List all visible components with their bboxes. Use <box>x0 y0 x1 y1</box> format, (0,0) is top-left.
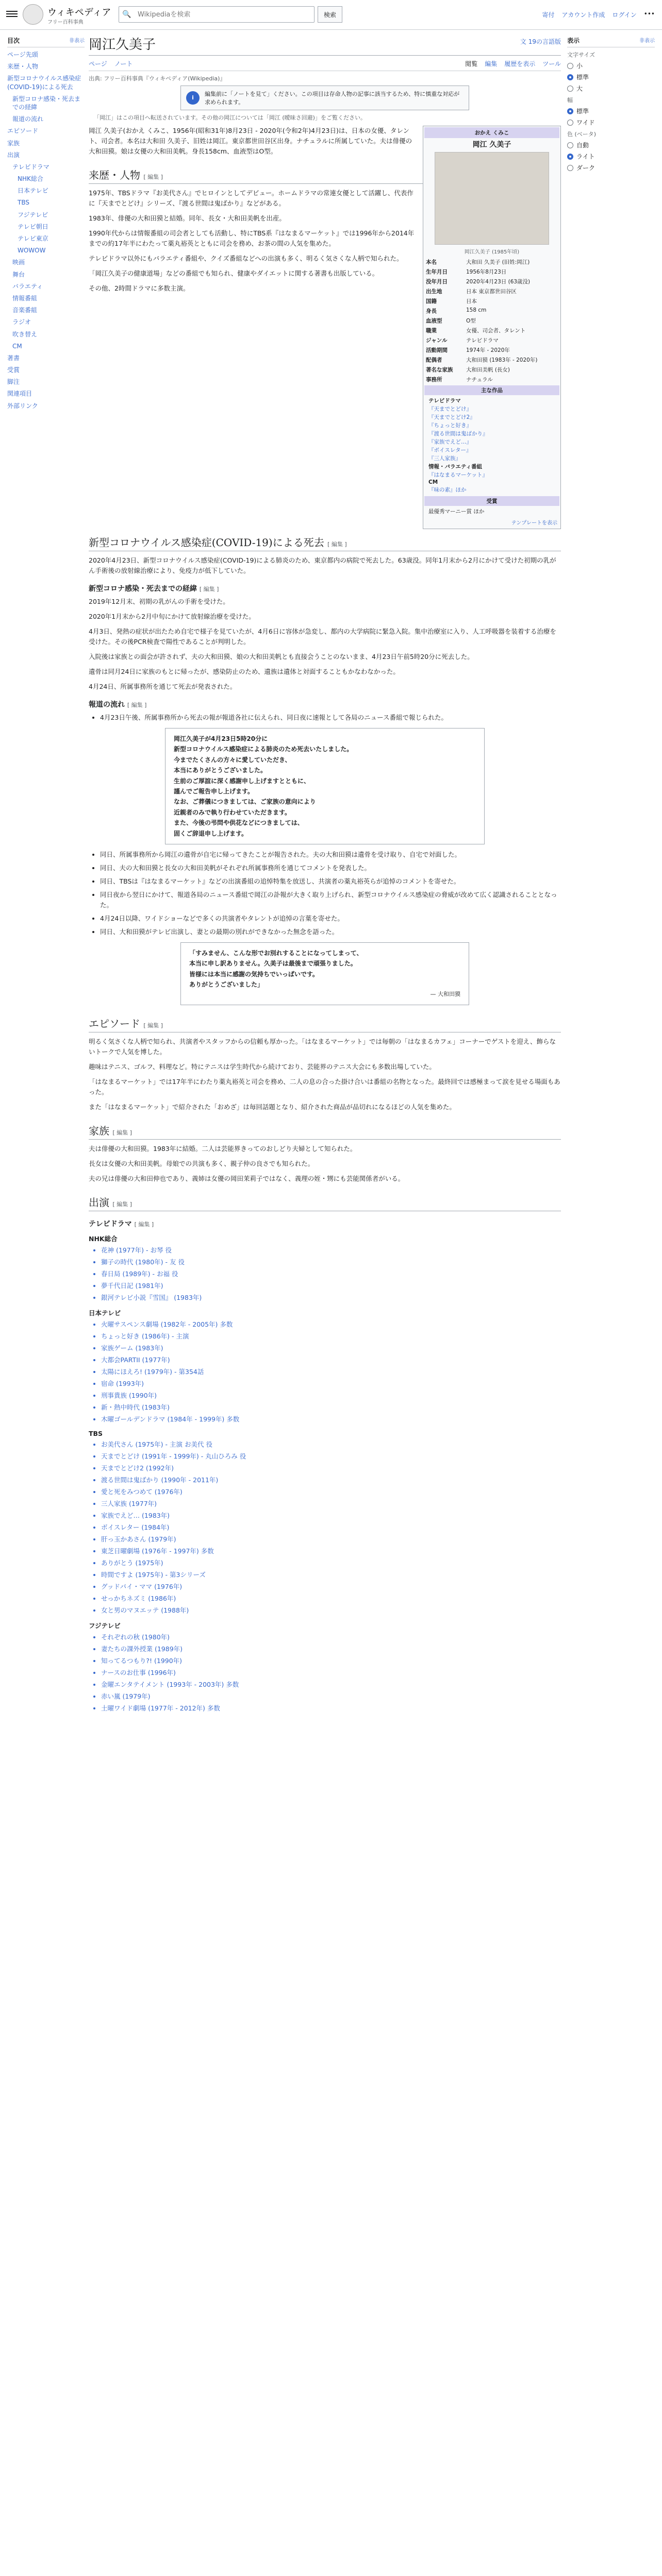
donate-link[interactable]: 寄付 <box>542 11 555 19</box>
award-list <box>424 506 559 517</box>
works-list <box>424 395 559 495</box>
infobox-row <box>424 286 559 296</box>
network-list <box>101 1245 561 1303</box>
toc-item[interactable]: CM <box>12 342 22 350</box>
infobox-key: 国籍 <box>426 298 437 304</box>
appearance-header <box>567 36 655 47</box>
toc-item[interactable]: 脚注 <box>7 378 20 386</box>
text-size-options <box>567 61 655 93</box>
infobox-kana: おかえ くみこ <box>424 127 559 138</box>
episode-paragraph: 趣味はテニス、ゴルフ、料理など。特にテニスは学生時代から続けており、芸能界のテニス大会にも多数出場していた。 <box>89 1063 436 1071</box>
tab-history[interactable]: 履歴を表示 <box>504 60 536 67</box>
appearance-title: 表示 <box>567 37 580 44</box>
toc-item[interactable]: エピソード <box>7 127 39 135</box>
filmography-item[interactable]: • 宿命 (1993年) <box>101 1379 561 1389</box>
toc-item[interactable]: 来歴・人物 <box>7 63 39 71</box>
hatnote: 「岡江」はこの項目へ転送されています。その他の岡江については「岡江 (曖昧さ回避)」をご覧ください。 <box>94 114 366 121</box>
radio-icon[interactable] <box>567 142 573 148</box>
toc-item[interactable]: 外部リンク <box>7 402 38 410</box>
filmography-item[interactable]: • お美代さん (1975年) - 主演 お美代 役 <box>101 1439 561 1450</box>
family-paragraph: 長女は女優の大和田美帆。母娘での共演も多く、親子仲の良さでも知られた。 <box>89 1160 315 1168</box>
page-title <box>89 34 561 56</box>
cm-item[interactable]: 『味の素』ほか <box>428 487 467 493</box>
filmography-item[interactable]: • 肝っ玉かあさん (1979年) <box>101 1534 561 1545</box>
filmography-item[interactable]: • 時間ですよ (1975年) - 第3シリーズ <box>101 1570 561 1580</box>
news-item: • 同日、夫の大和田獏と長女の大和田美帆がそれぞれ所属事務所を通じてコメントを発表した。 <box>100 863 561 873</box>
infobox-table <box>424 257 559 384</box>
filmography-item[interactable]: • それぞれの秋 (1980年) <box>101 1632 561 1642</box>
notice-text: 編集前に「ノートを見て」ください。この項目は存命人物の記事に該当するため、特に慎重な対応が求められます。 <box>205 91 460 106</box>
login-link[interactable]: ログイン <box>612 11 637 19</box>
color-options <box>567 141 655 172</box>
edit-section-link[interactable]: [ 編集 ] <box>143 1022 163 1029</box>
radio-icon[interactable] <box>567 108 573 114</box>
infobox-value: 1956年8月23日 <box>466 269 507 275</box>
infobox-value: ナチュラル <box>466 377 493 383</box>
tab-talk[interactable]: ノート <box>114 60 133 67</box>
infobox-row <box>424 326 559 335</box>
create-account-link[interactable]: アカウント作成 <box>561 11 605 19</box>
subsection-tvdrama-heading <box>89 1218 561 1229</box>
quote-line: 今までたくさんの方々に愛していただき、 <box>174 756 291 764</box>
works-item[interactable]: 『ボイスレター』 <box>428 447 472 453</box>
tab-read[interactable]: 閲覧 <box>465 60 478 67</box>
subsection-title: 新型コロナ感染・死去までの経緯 <box>89 585 197 593</box>
episode-paragraph: 「はなまるマーケット」では17年半にわたり薬丸裕英と司会を務め、二人の息の合った掛け合いは番組の名物となった。最終回では感極まって涙を見せる場面もあった。 <box>89 1078 560 1096</box>
infobox-key: 事務所 <box>426 377 442 383</box>
color-label: 色 (ベータ) <box>567 131 597 138</box>
news-list <box>100 850 561 937</box>
works-item[interactable]: 『ちょっと好き』 <box>428 422 472 429</box>
filmography-item[interactable]: • 獅子の時代 (1980年) - 友 役 <box>101 1257 561 1267</box>
works-item[interactable]: 『天までとどけ2』 <box>428 414 475 420</box>
edit-section-link[interactable]: [ 編集 ] <box>112 1129 132 1137</box>
radio-icon[interactable] <box>567 63 573 69</box>
news-intro-item: • 4月23日午後、所属事務所から死去の報が報道各社に伝えられ、同日夜に速報として各局のニュース番組で報じられた。 <box>100 713 561 723</box>
infobox-row <box>424 345 559 355</box>
filmography-item[interactable]: • 渡る世間は鬼ばかり (1990年 - 2011年) <box>101 1475 561 1485</box>
filmography-item[interactable]: • 太陽にほえろ! (1979年) - 第354話 <box>101 1367 561 1377</box>
wikipedia-logo-icon[interactable] <box>23 4 43 25</box>
table-of-contents <box>7 36 85 414</box>
works-tv-items <box>428 405 555 462</box>
toc-item[interactable]: 情報番組 <box>12 294 38 302</box>
quote-line: 「すみません、こんな形でお別れすることになってしまって、 <box>189 949 363 957</box>
network-list <box>101 1319 561 1425</box>
agency-statement-quote <box>165 728 485 844</box>
covid-paragraph: 2020年4月23日、新型コロナウイルス感染症(COVID-19)による肺炎のため、東京都内の病院で死去した。63歳没。同年1月末から2月にかけて受けた初期の乳がん手術後の放射線治療により、免疫力が低下していた。 <box>89 556 556 574</box>
works-cm-label: CM <box>428 479 438 485</box>
news-item: • 同日夜から翌日にかけて、報道各局のニュース番組で岡江の訃報が大きく取り上げられ、新型コロナウイルス感染症の脅威が改めて広く認識されることとなった。 <box>100 890 561 910</box>
filmography-item[interactable]: • 愛と死をみつめて (1976年) <box>101 1487 561 1497</box>
infobox-row <box>424 355 559 365</box>
toc-item[interactable]: ページ先頭 <box>7 51 38 58</box>
course-paragraph: 4月3日、発熱の症状が出たため自宅で様子を見ていたが、4月6日に容体が急変し、都内の大学病院に緊急入院。集中治療室に入り、人工呼吸器を装着する治療を受けた。その後PCR検査で陽性であることが判明した。 <box>89 628 556 646</box>
filmography-item[interactable]: • 天までとどけ2 (1992年) <box>101 1463 561 1473</box>
career-paragraph: その他、2時間ドラマに多数主演。 <box>89 284 190 292</box>
section-title: 出演 <box>89 1196 109 1209</box>
toc-item[interactable]: 新型コロナ感染・死去までの経緯 <box>12 95 81 111</box>
toc-item[interactable]: 新型コロナウイルス感染症(COVID-19)による死去 <box>7 75 81 91</box>
toc-item[interactable]: NHK総合 <box>18 175 43 183</box>
episodes-section <box>89 1037 561 1112</box>
filmography-item[interactable]: • せっかちネズミ (1986年) <box>101 1594 561 1604</box>
course-paragraph: 4月24日、所属事務所を通じて死去が発表された。 <box>89 683 237 690</box>
toc-item[interactable]: 家族 <box>7 139 20 147</box>
section-title: 来歴・人物 <box>89 169 140 181</box>
section-filmography-heading <box>89 1194 561 1211</box>
infobox-row <box>424 257 559 267</box>
toc-item[interactable]: バラエティ <box>12 282 43 290</box>
color-option-label: 自動 <box>576 142 589 149</box>
intro-paragraph: 岡江 久美子(おかえ くみこ、1956年(昭和31年)8月23日 - 2020年(令和2年)4月23日)は、日本の女優、タレント、司会者。本名は大和田 久美子、旧姓は岡江。東京都世田谷区出身。ナチュラルに所属していた。夫は俳優の大和田獏。娘は女優の大和田美帆。身長158cm、血液型はO型。 <box>89 127 412 155</box>
infobox-value: 大和田美帆 (長女) <box>466 367 510 373</box>
filmography-item[interactable]: • 家族でえど… (1983年) <box>101 1511 561 1521</box>
subsection-title: 報道の流れ <box>89 701 125 709</box>
filmography-item[interactable]: • 家族ゲーム (1983年) <box>101 1343 561 1353</box>
network-heading: NHK総合 <box>89 1235 118 1243</box>
radio-icon[interactable] <box>567 165 573 171</box>
subsection-news-heading <box>89 699 561 709</box>
works-item[interactable]: 『渡る世間は鬼ばかり』 <box>428 431 488 437</box>
section-episodes-heading <box>89 1015 561 1032</box>
portrait-image[interactable] <box>435 152 549 245</box>
infobox-value: 大和田 久美子 (旧姓:岡江) <box>466 259 530 265</box>
toc-item[interactable]: 音楽番組 <box>12 307 38 314</box>
toc-item[interactable]: 吹き替え <box>12 330 38 338</box>
toc-item[interactable]: 日本テレビ <box>18 187 48 195</box>
logo-tagline: フリー百科事典 <box>47 20 84 25</box>
career-paragraph: 1990年代からは情報番組の司会者としても活動し、特にTBS系『はなまるマーケット』では1996年から2014年までの約17年半にわたって薬丸裕英とともに司会を務め、お茶の間の人気を集めた。 <box>89 229 415 247</box>
appearance-panel <box>567 36 655 175</box>
width-option[interactable] <box>567 118 655 127</box>
text-size-option[interactable] <box>567 73 655 81</box>
news-item: • 4月24日以降、ワイドショーなどで多くの共演者やタレントが追悼の言葉を寄せた。 <box>100 913 561 924</box>
infobox-row <box>424 316 559 326</box>
radio-icon[interactable] <box>567 120 573 126</box>
infobox-key: 出生地 <box>426 289 442 295</box>
infobox-row <box>424 277 559 286</box>
course-paragraph: 2020年1月末から2月中旬にかけて放射線治療を受けた。 <box>89 613 255 620</box>
episode-paragraph: 明るく気さくな人柄で知られ、共演者やスタッフからの信頼も厚かった。「はなまるマーケット」では毎朝の「はなまるカフェ」コーナーでゲストを迎え、飾らないトークで人気を博した。 <box>89 1038 556 1056</box>
page-tabs <box>89 56 561 71</box>
infobox-key: 生年月日 <box>426 269 448 275</box>
filmography-item[interactable]: • 新・熱中時代 (1983年) <box>101 1402 561 1413</box>
width-options <box>567 107 655 127</box>
quote-line: 皆様には本当に感謝の気持ちでいっぱいです。 <box>189 970 319 978</box>
section-covid-heading <box>89 534 561 551</box>
infobox-value: 1974年 - 2020年 <box>466 347 510 353</box>
width-option-label: 標準 <box>576 108 589 115</box>
husband-quote <box>180 942 469 1005</box>
subsection-course-heading <box>89 583 561 594</box>
network-list <box>101 1632 561 1714</box>
edit-section-link[interactable]: [ 編集 ] <box>327 541 347 548</box>
toc-item[interactable]: 著書 <box>7 354 20 362</box>
infobox-key: 著名な家族 <box>426 367 453 373</box>
filmography-item[interactable]: • 大都会PARTII (1977年) <box>101 1355 561 1365</box>
main-menu-button[interactable] <box>6 9 18 19</box>
radio-icon[interactable] <box>567 86 573 92</box>
edit-section-link[interactable]: [ 編集 ] <box>199 586 219 592</box>
tab-edit[interactable]: 編集 <box>485 60 498 67</box>
infobox-key: ジャンル <box>426 337 448 344</box>
works-header: 主な作品 <box>424 385 559 395</box>
course-paragraph: 遺骨は同月24日に家族のもとに帰ったが、感染防止のため、遺族は遺体と対面することもかなわなかった。 <box>89 668 400 675</box>
text-size-option[interactable] <box>567 84 655 93</box>
toc-item[interactable]: WOWOW <box>18 247 46 255</box>
filmography-item[interactable]: • 花神 (1977年) - お琴 役 <box>101 1245 561 1256</box>
section-title: エピソード <box>89 1018 140 1030</box>
infobox-value: 158 cm <box>466 307 487 313</box>
infobox-name: 岡江 久美子 <box>472 141 511 149</box>
personal-tools <box>542 10 655 19</box>
toc-item[interactable]: 報道の流れ <box>12 115 44 123</box>
quote-line: 本当にありがとうございました。 <box>174 767 267 774</box>
toc-item[interactable]: テレビドラマ <box>12 163 49 171</box>
text-size-option[interactable] <box>567 61 655 70</box>
toc-item[interactable]: 舞台 <box>12 270 25 278</box>
variety-item[interactable]: 『はなまるマーケット』 <box>428 472 488 478</box>
text-size-option-label: 大 <box>576 85 583 92</box>
career-paragraph: テレビドラマ以外にもバラエティ番組や、クイズ番組などへの出演も多く、明るく気さくな人柄で知られた。 <box>89 255 403 262</box>
language-button[interactable]: 文 19の言語版 <box>520 38 561 45</box>
search-input[interactable] <box>135 11 314 19</box>
career-paragraph: 1975年、TBSドラマ『お美代さん』でヒロインとしてデビュー。ホームドラマの常連女優として活躍し、代表作に『天までとどけ』シリーズ、『渡る世間は鬼ばかり』などがある。 <box>89 189 413 207</box>
filmography-item[interactable]: • 知ってるつもり?! (1990年) <box>101 1656 561 1666</box>
section-title: 家族 <box>89 1125 109 1138</box>
color-option[interactable] <box>567 152 655 161</box>
works-item[interactable]: 『天までとどけ』 <box>428 406 472 412</box>
award-item: 最優秀マーニー賞 ほか <box>428 509 485 515</box>
width-option[interactable] <box>567 107 655 115</box>
filmography-item[interactable]: • 夢千代日記 (1981年) <box>101 1281 561 1291</box>
filmography-item[interactable]: • ありがとう (1975年) <box>101 1558 561 1568</box>
quote-line: 謹んでご報告申し上げます。 <box>174 787 254 795</box>
quote-line: また、今後の弔問や供花などにつきましては、 <box>174 819 304 827</box>
toc-item[interactable]: 映画 <box>12 259 25 266</box>
filmography-item[interactable]: • 銀河テレビ小説『雪国』 (1983年) <box>101 1293 561 1303</box>
infobox-value: 女優、司会者、タレント <box>466 328 526 334</box>
filmography-item[interactable]: • 火曜サスペンス劇場 (1982年 - 2005年) 多数 <box>101 1319 561 1330</box>
filmography-item[interactable]: • 土曜ワイド劇場 (1977年 - 2012年) 多数 <box>101 1703 561 1714</box>
infobox <box>423 126 561 529</box>
network-list <box>101 1439 561 1616</box>
width-label: 幅 <box>567 97 573 104</box>
search-button[interactable]: 検索 <box>318 6 342 23</box>
filmography-item[interactable]: • 女と男のマヌエッテ (1988年) <box>101 1605 561 1616</box>
filmography-item[interactable]: • ボイスレター (1984年) <box>101 1522 561 1533</box>
text-size-option-label: 小 <box>576 62 583 70</box>
radio-icon[interactable] <box>567 154 573 160</box>
page-subtitle: 出典: フリー百科事典『ウィキペディア(Wikipedia)』 <box>89 75 226 82</box>
toc-header <box>7 36 85 47</box>
infobox-value: O型 <box>466 318 476 324</box>
info-icon: i <box>186 91 200 105</box>
family-paragraph: 夫の兄は俳優の大和田伸也であり、義姉は女優の岡田茉莉子ではなく、義理の姪・甥にも芸能関係者がいる。 <box>89 1175 405 1183</box>
filmography-item[interactable]: • 木曜ゴールデンドラマ (1984年 - 1999年) 多数 <box>101 1414 561 1425</box>
main-content <box>89 34 561 1718</box>
logo-wordmark[interactable]: ウィキペディア <box>47 7 111 18</box>
infobox-key: 職業 <box>426 328 437 334</box>
family-section <box>89 1144 561 1184</box>
infobox-key: 活動期間 <box>426 347 448 353</box>
filmography-item[interactable]: • 春日局 (1989年) - お福 役 <box>101 1269 561 1279</box>
episode-paragraph: また「はなまるマーケット」で紹介された「おめざ」は毎回話題となり、紹介された商品が品切れになるほどの人気を集めた。 <box>89 1103 456 1111</box>
quote-line: 近親者のみで執り行わせていただきます。 <box>174 808 291 816</box>
radio-icon[interactable] <box>567 74 573 80</box>
search-box <box>119 6 315 23</box>
text-size-label: 文字サイズ <box>567 52 595 58</box>
toc-item[interactable]: 関連項目 <box>7 390 32 398</box>
infobox-key: 血液型 <box>426 318 442 324</box>
toc-item[interactable]: ラジオ <box>12 318 31 326</box>
infobox-value: 日本 東京都世田谷区 <box>466 289 517 295</box>
tab-tools[interactable]: ツール <box>542 60 561 67</box>
quote-line: ありがとうございました」 <box>189 981 264 989</box>
subsection-title: テレビドラマ <box>89 1220 132 1229</box>
toc-hide-button[interactable]: 非表示 <box>69 38 85 44</box>
section-family-heading <box>89 1123 561 1140</box>
quote-line: なお、ご葬儀につきましては、ご家族の意向により <box>174 798 316 806</box>
infobox-key: 配偶者 <box>426 357 442 363</box>
filmography-item[interactable]: • グッドバイ・ママ (1976年) <box>101 1582 561 1592</box>
infobox-value: 大和田獏 (1983年 - 2020年) <box>466 357 538 363</box>
filmography-item[interactable]: • 東芝日曜劇場 (1976年 - 1997年) 多数 <box>101 1546 561 1556</box>
infobox-key: 本名 <box>426 259 437 265</box>
course-paragraph: 2019年12月末、初期の乳がんの手術を受けた。 <box>89 598 229 605</box>
toc-item[interactable]: TBS <box>18 199 29 207</box>
filmography-item[interactable]: • 妻たちの課外授業 (1989年) <box>101 1644 561 1654</box>
infobox-key: 身長 <box>426 308 437 314</box>
quote-line: 岡江久美子が4月23日5時20分に <box>174 735 268 742</box>
filmography-item[interactable]: • ナースのお仕事 (1996年) <box>101 1668 561 1678</box>
filmography-item[interactable]: • ちょっと好き (1986年) - 主演 <box>101 1331 561 1342</box>
network-heading: TBS <box>89 1430 103 1438</box>
toc-item[interactable]: フジテレビ <box>18 211 48 218</box>
news-item: • 同日、大和田獏がテレビ出演し、妻との最期の別れができなかった無念を語った。 <box>100 927 561 937</box>
network-heading: フジテレビ <box>89 1622 121 1630</box>
infobox-row <box>424 365 559 375</box>
infobox-value: テレビドラマ <box>466 337 499 344</box>
edit-section-link[interactable]: [ 編集 ] <box>127 702 147 708</box>
infobox-row <box>424 306 559 316</box>
color-option-label: ダーク <box>576 164 595 172</box>
quote-line: 新型コロナウイルス感染症による肺炎のため死去いたしました。 <box>174 745 353 753</box>
husband-quote-text <box>189 948 460 990</box>
tab-article[interactable]: ページ <box>89 60 107 67</box>
section-title: 新型コロナウイルス感染症(COVID-19)による死去 <box>89 536 324 549</box>
infobox-row <box>424 375 559 384</box>
course-paragraph: 入院後は家族との面会が許されず、夫の大和田獏、娘の大和田美帆とも直接会うことのないまま、4月23日午前5時20分に死去した。 <box>89 653 474 660</box>
network-heading: 日本テレビ <box>89 1309 121 1317</box>
career-paragraph: 1983年、俳優の大和田獏と結婚。同年、長女・大和田美帆を出産。 <box>89 214 286 222</box>
infobox-value: 2020年4月23日 (63歳没) <box>466 279 531 285</box>
filmography-list <box>89 1234 561 1714</box>
width-option-label: ワイド <box>576 119 595 126</box>
infobox-row <box>424 296 559 306</box>
toc-item[interactable]: 出演 <box>7 151 20 159</box>
infobox-row <box>424 267 559 277</box>
works-variety-label: 情報・バラエティ番組 <box>428 464 483 470</box>
toc-list <box>7 50 85 410</box>
quote-line: 生前のご厚誼に深く感謝申し上げますとともに、 <box>174 777 310 785</box>
color-option[interactable] <box>567 141 655 149</box>
color-option[interactable] <box>567 163 655 172</box>
career-paragraph: 「岡江久美子の健康道場」などの番組でも知られ、健康やダイエットに関する著書も出版している。 <box>89 269 379 277</box>
family-paragraph: 夫は俳優の大和田獏。1983年に結婚。二人は芸能界きってのおしどり夫婦として知られた。 <box>89 1145 357 1153</box>
color-option-label: ライト <box>576 153 595 160</box>
edit-section-link[interactable]: [ 編集 ] <box>134 1221 154 1228</box>
template-link[interactable]: テンプレートを表示 <box>511 520 557 526</box>
text-size-option-label: 標準 <box>576 74 589 81</box>
toc-item[interactable]: テレビ東京 <box>18 235 48 242</box>
course-section <box>89 597 561 692</box>
filmography-item[interactable]: • 三人家族 (1977年) <box>101 1499 561 1509</box>
filmography-item[interactable]: • 金曜エンタテイメント (1993年 - 2003年) 多数 <box>101 1680 561 1690</box>
more-options-icon[interactable]: ••• <box>643 10 655 18</box>
infobox-key: 没年月日 <box>426 279 448 285</box>
appearance-hide-button[interactable]: 非表示 <box>639 38 655 44</box>
news-item: • 同日、TBSは『はなまるマーケット』などの出演番組の追悼特集を放送し、共演者の薬丸裕英らが追悼のコメントを寄せた。 <box>100 876 561 887</box>
quote-line: 本当に申し訳ありません。久美子は最後まで頑張りました。 <box>189 960 357 968</box>
news-item: • 同日、所属事務所から岡江の遺骨が自宅に帰ってきたことが報告された。夫の大和田獏は遺骨を受け取り、自宅で対面した。 <box>100 850 561 860</box>
award-header: 受賞 <box>424 496 559 506</box>
page-title-text: 岡江久美子 <box>89 37 156 53</box>
works-item[interactable]: 『家族でえど…』 <box>428 439 472 445</box>
site-header <box>0 0 662 30</box>
edit-section-link[interactable]: [ 編集 ] <box>143 174 163 180</box>
works-item[interactable]: 『三人家族』 <box>428 455 461 462</box>
works-tv-label: テレビドラマ <box>428 398 461 404</box>
filmography-item[interactable]: • 天までとどけ (1991年 - 1999年) - 丸山ひろみ 役 <box>101 1451 561 1462</box>
search-icon: 🔍 <box>122 10 131 19</box>
portrait-caption: 岡江久美子 (1985年頃) <box>464 249 520 255</box>
infobox-value: 日本 <box>466 298 477 304</box>
quote-line: 固くご辞退申し上げます。 <box>174 829 248 837</box>
edit-section-link[interactable]: [ 編集 ] <box>112 1201 132 1208</box>
filmography-item[interactable]: • 刑事貴族 (1990年) <box>101 1391 561 1401</box>
filmography-item[interactable]: • 赤い嵐 (1979年) <box>101 1691 561 1702</box>
quote-source: — 大和田獏 <box>430 991 460 998</box>
toc-item[interactable]: テレビ朝日 <box>18 223 48 230</box>
blp-notice <box>180 86 469 110</box>
toc-title: 目次 <box>7 37 20 44</box>
toc-item[interactable]: 受賞 <box>7 366 20 374</box>
infobox-row <box>424 335 559 345</box>
